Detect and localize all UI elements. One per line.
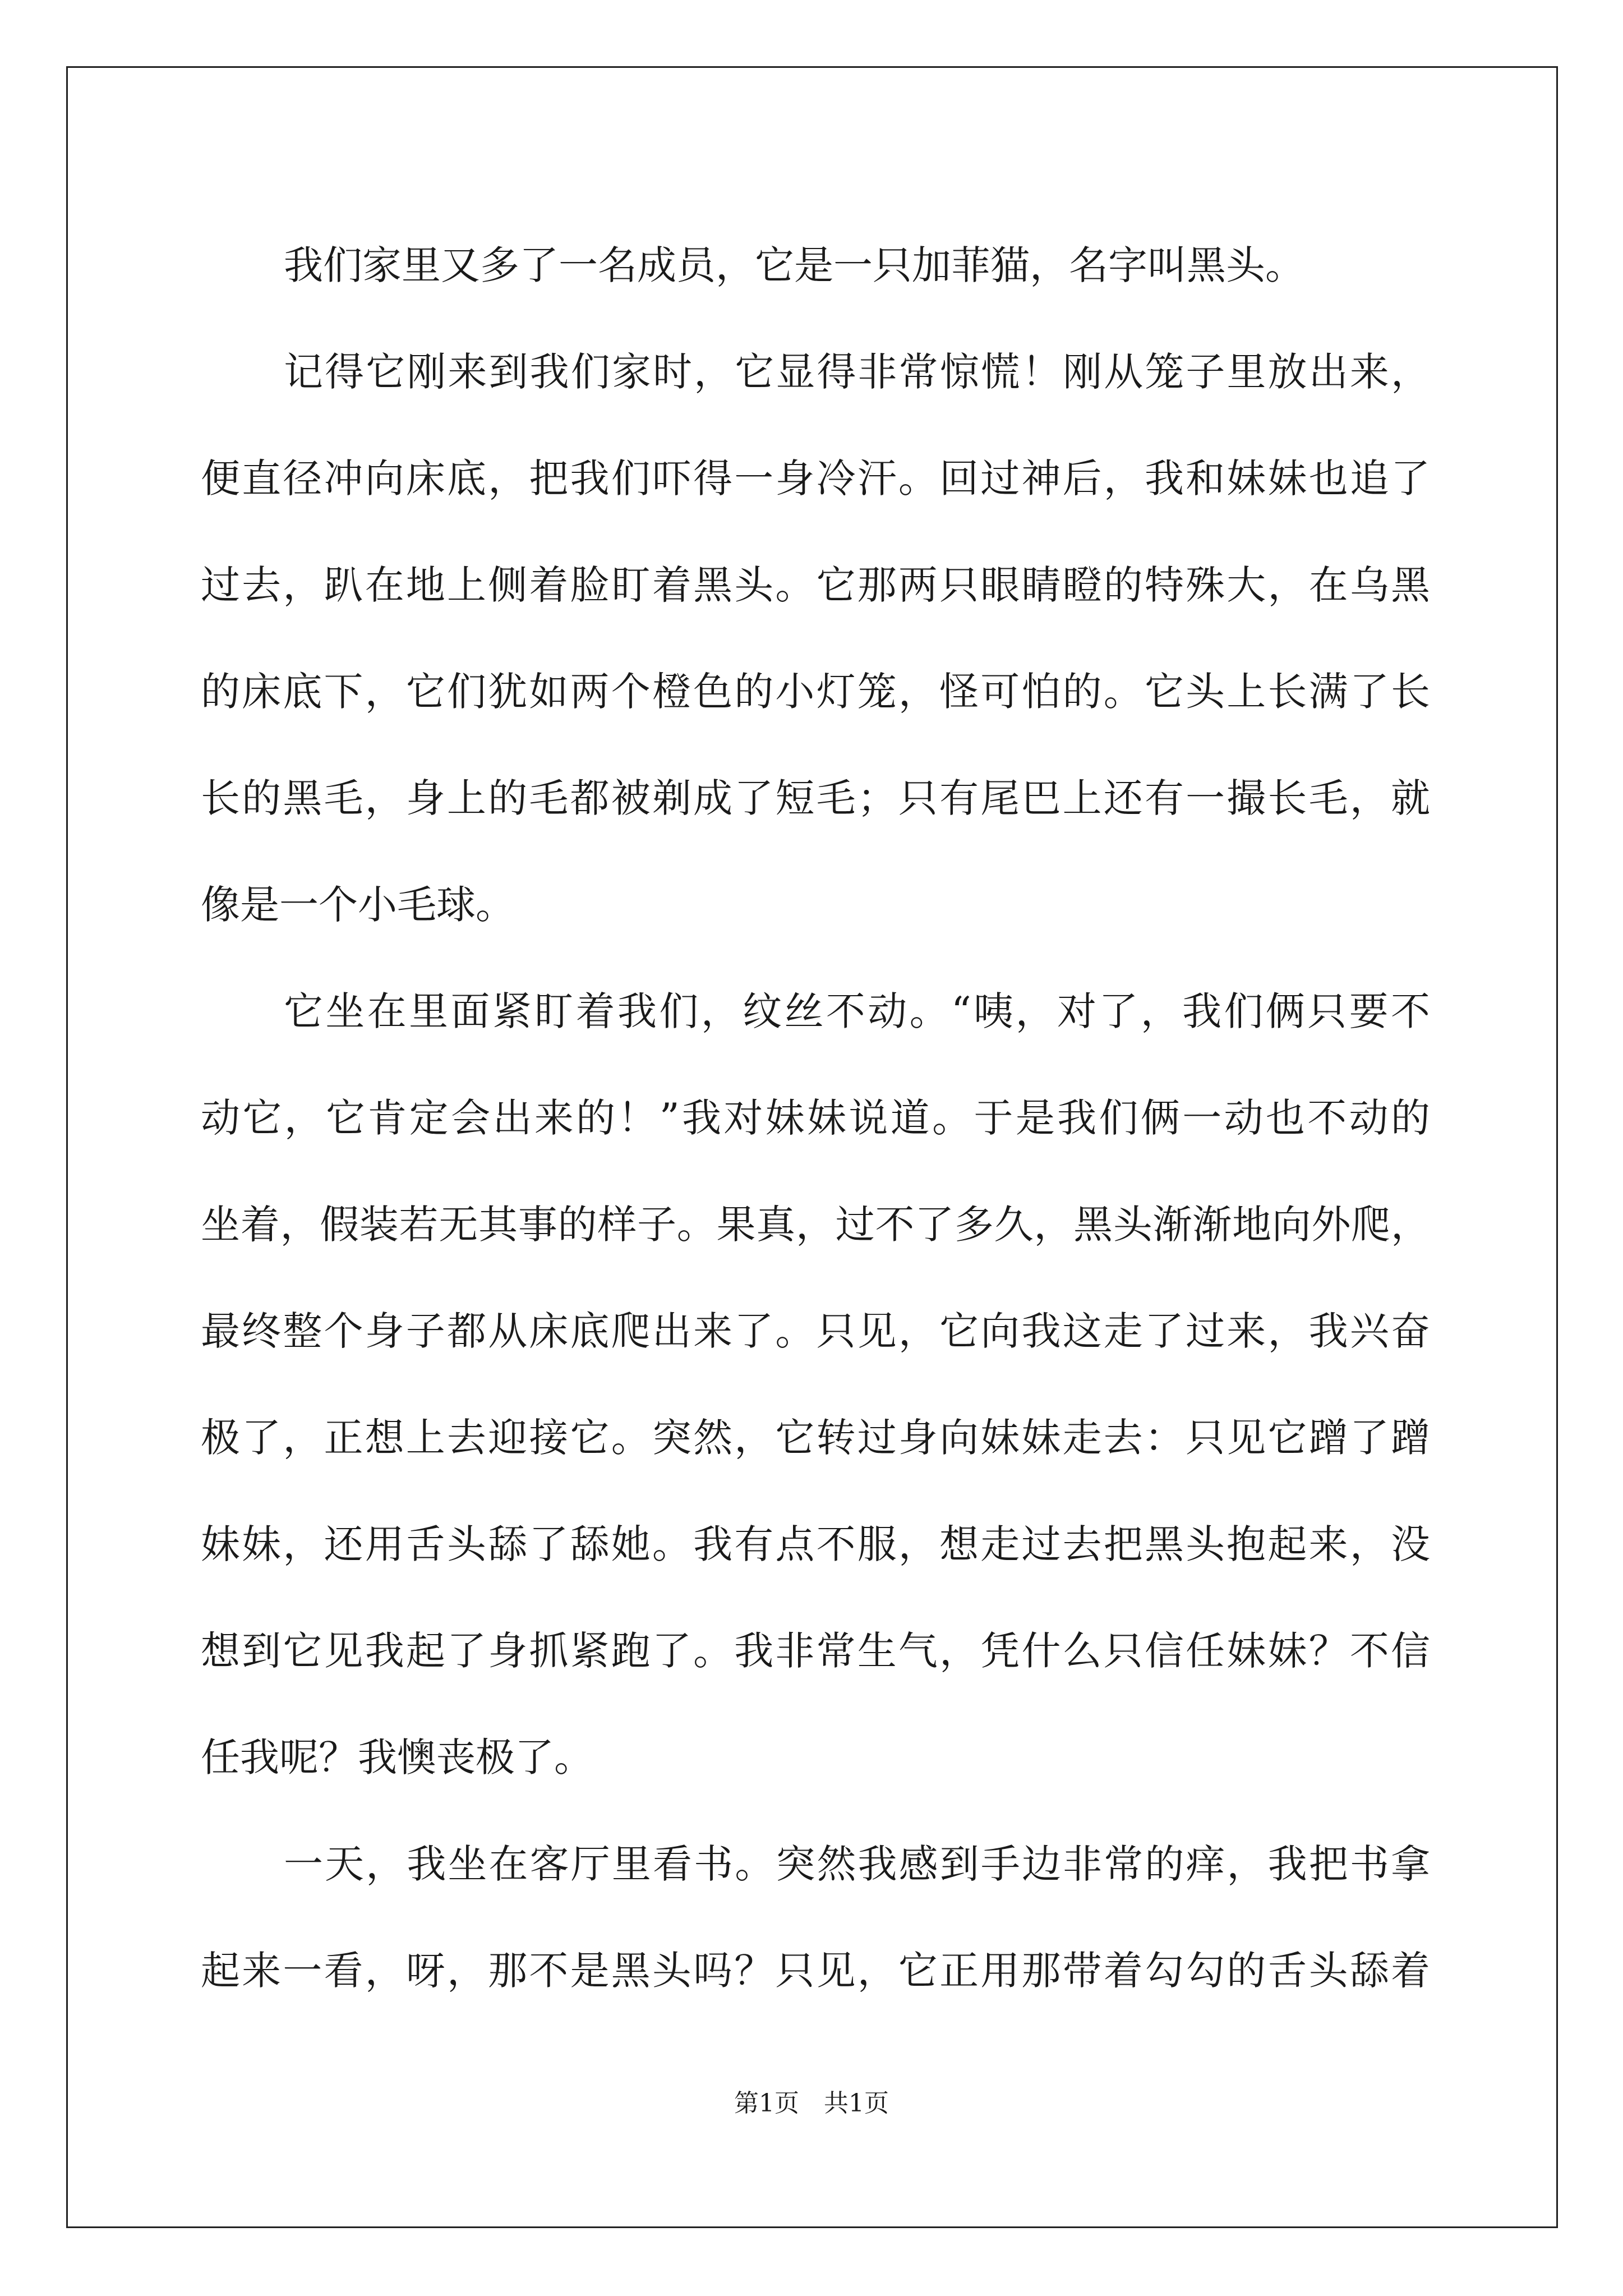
text-line: 极了，正想上去迎接它。突然，它转过身向妹妹走去：只见它蹭了蹭 xyxy=(201,1415,1430,1461)
text-line: 我们家里又多了一名成员，它是一只加菲猫，名字叫黑头。 xyxy=(284,242,1304,288)
text-line: 像是一个小毛球。 xyxy=(201,882,515,928)
document-body xyxy=(201,212,1430,2024)
text-line: 最终整个身子都从床底爬出来了。只见，它向我这走了过来，我兴奋 xyxy=(201,1308,1430,1354)
text-line: 起来一看，呀，那不是黑头吗？只见，它正用那带着勾勾的舌头舔着 xyxy=(201,1948,1430,1994)
text-line: 任我呢？我懊丧极了。 xyxy=(201,1734,593,1780)
text-line: 的床底下，它们犹如两个橙色的小灯笼，怪可怕的。它头上长满了长 xyxy=(201,669,1430,715)
text-line: 想到它见我起了身抓紧跑了。我非常生气，凭什么只信任妹妹？不信 xyxy=(201,1628,1430,1674)
page-number-footer: 第1页 共1页 xyxy=(734,2089,889,2118)
text-line: 它坐在里面紧盯着我们，纹丝不动。“咦，对了，我们俩只要不 xyxy=(284,988,1430,1034)
text-line: 便直径冲向床底，把我们吓得一身冷汗。回过神后，我和妹妹也追了 xyxy=(201,455,1430,501)
text-line: 过去，趴在地上侧着脸盯着黑头。它那两只眼睛瞪的特殊大，在乌黑 xyxy=(201,562,1430,608)
text-line: 动它，它肯定会出来的！”我对妹妹说道。于是我们俩一动也不动的 xyxy=(201,1095,1430,1141)
text-line: 坐着，假装若无其事的样子。果真，过不了多久，黑头渐渐地向外爬， xyxy=(201,1202,1430,1248)
text-line: 记得它刚来到我们家时，它显得非常惊慌！刚从笼子里放出来， xyxy=(284,349,1430,395)
text-line: 长的黑毛，身上的毛都被剃成了短毛；只有尾巴上还有一撮长毛，就 xyxy=(201,775,1430,821)
text-line: 妹妹，还用舌头舔了舔她。我有点不服，想走过去把黑头抱起来，没 xyxy=(201,1521,1430,1567)
text-line: 一天，我坐在客厅里看书。突然我感到手边非常的痒，我把书拿 xyxy=(284,1841,1430,1887)
